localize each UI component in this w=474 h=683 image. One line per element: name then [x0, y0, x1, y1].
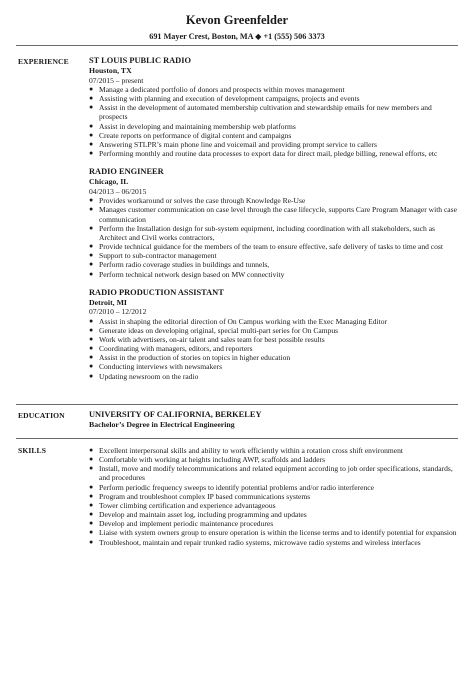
bullet-text: Perform technical network design based on MW connectivity [99, 269, 285, 279]
bullet-icon: ● [89, 482, 94, 491]
job-bullet [89, 122, 461, 131]
bullet-text: Provide technical guidance for the members of the team to ensure effective, safe delivery of tasks to time and cost [99, 242, 443, 252]
skills-section [89, 446, 461, 547]
job-bullet [89, 85, 461, 94]
job-bullet [89, 335, 461, 344]
bullet-icon: ● [89, 455, 94, 464]
bullet-icon: ● [89, 139, 94, 148]
job-bullet [89, 326, 461, 335]
bullet-text: Work with advertisers, on-air talent and sales team for best possible results [99, 334, 325, 344]
bullet-icon: ● [89, 325, 94, 334]
bullet-icon: ● [89, 500, 94, 509]
job-bullet [89, 260, 461, 269]
job-bullet [89, 242, 461, 251]
bullet-icon: ● [89, 251, 94, 260]
bullet-text: Coordinating with managers, editors, and reporters [99, 344, 253, 354]
header-divider [16, 45, 458, 46]
bullet-text: Perform radio coverage studies in buildings and tunnels, [99, 260, 270, 270]
skill-item [89, 538, 461, 547]
candidate-name: Kevon Greenfelder [185, 13, 289, 27]
bullet-icon: ● [89, 103, 94, 112]
bullet-text: Liaise with system owners group to ensure operation is within the license terms and to identify potential for expansion [99, 528, 457, 538]
job-bullet [89, 196, 461, 205]
job-bullet [89, 205, 461, 223]
bullet-icon: ● [89, 334, 94, 343]
job-dates: 04/2013 – 06/2015 [89, 186, 147, 196]
bullet-icon: ● [89, 269, 94, 278]
job-bullet [89, 94, 461, 103]
bullet-text: Assisting with planning and execution of development campaigns, projects and events [99, 94, 360, 104]
experience-heading: EXPERIENCE [18, 57, 69, 66]
skill-item [89, 464, 461, 482]
bullet-text: Answering STLPR’s main phone line and voicemail and providing prompt service to callers [99, 139, 377, 149]
bullet-text: Support to sub-contractor management [99, 251, 217, 261]
job-entry [89, 56, 461, 158]
bullet-icon: ● [89, 85, 94, 93]
bullet-text: Excellent interpersonal skills and ability to work efficiently within a rotation cross shift environment [99, 446, 403, 455]
bullet-icon: ● [89, 537, 94, 546]
bullet-text: Perform the Installation design for sub-system equipment, including coordination with all stakeholders, such as Architect and Civil works contractors, [99, 223, 435, 242]
education-divider [16, 438, 458, 439]
education-heading: EDUCATION [18, 411, 65, 420]
job-location: Chicago, IL [89, 177, 129, 187]
bullet-icon: ● [89, 371, 94, 380]
bullet-text: Comfortable with working at heights including AWP, scaffolds and ladders [99, 455, 326, 465]
bullet-text: Perform periodic frequency sweeps to identify potential problems and/or radio interference [99, 482, 374, 492]
bullet-text: Create reports on performance of digital content and campaigns [99, 130, 292, 140]
bullet-icon: ● [89, 316, 94, 325]
bullet-icon: ● [89, 344, 94, 353]
job-bullets [89, 85, 461, 158]
skill-item [89, 492, 461, 501]
school-name: UNIVERSITY OF CALIFORNIA, BERKELEY [89, 410, 262, 419]
job-location: Houston, TX [89, 66, 132, 75]
bullet-text: Conducting interviews with newsmakers [99, 362, 223, 372]
job-entry [89, 167, 461, 278]
job-bullet [89, 372, 461, 381]
job-bullet [89, 251, 461, 260]
bullet-icon: ● [89, 205, 94, 214]
bullet-text: Manages customer communication on case level through the case lifecycle, supports Care Program Manager with case communication [99, 205, 457, 224]
job-title: RADIO PRODUCTION ASSISTANT [89, 287, 224, 297]
job-bullet [89, 149, 461, 158]
skills-heading: SKILLS [18, 446, 47, 455]
job-entry [89, 288, 461, 381]
job-bullets [89, 317, 461, 381]
bullet-text: Develop and maintain asset log, including programming and updates [99, 510, 307, 520]
experience-divider [16, 404, 458, 405]
bullet-icon: ● [89, 446, 94, 454]
bullet-icon: ● [89, 121, 94, 130]
skills-list [89, 446, 461, 547]
bullet-icon: ● [89, 130, 94, 139]
bullet-icon: ● [89, 362, 94, 371]
bullet-text: Assist in the development of automated membership cultivation and stewardship emails for new members and prospects [99, 103, 432, 122]
job-bullet [89, 270, 461, 279]
bullet-text: Assist in developing and maintaining membership web platforms [99, 121, 296, 131]
bullet-text: Develop and implement periodic maintenance procedures [99, 519, 274, 529]
bullet-text: Manage a dedicated portfolio of donors and prospects within moves management [99, 85, 345, 94]
job-bullets [89, 196, 461, 278]
bullet-text: Updating newsroom on the radio [99, 371, 199, 381]
bullet-icon: ● [89, 519, 94, 528]
bullet-icon: ● [89, 242, 94, 251]
bullet-text: Program and troubleshoot complex IP based communications systems [99, 491, 311, 501]
skill-item [89, 501, 461, 510]
degree: Bachelor’s Degree in Electrical Engineering [89, 420, 235, 429]
bullet-text: Assist in shaping the editorial direction of On Campus working with the Exec Managing Editor [99, 316, 387, 326]
skill-item [89, 446, 461, 455]
bullet-icon: ● [89, 491, 94, 500]
bullet-icon: ● [89, 528, 94, 537]
job-list [89, 56, 461, 381]
job-location: Detroit, MI [89, 297, 127, 307]
skill-item [89, 455, 461, 464]
bullet-text: Provides workaround or solves the case through Knowledge Re-Use [99, 196, 306, 206]
job-bullet [89, 344, 461, 353]
skill-item [89, 510, 461, 519]
job-dates: 07/2010 – 12/2012 [89, 307, 147, 317]
job-bullet [89, 353, 461, 362]
bullet-icon: ● [89, 353, 94, 362]
job-title: RADIO ENGINEER [89, 167, 164, 177]
bullet-text: Tower climbing certification and experience advantageous [99, 500, 276, 510]
experience-section [89, 56, 461, 390]
bullet-text: Troubleshoot, maintain and repair trunked radio systems, microwave radio systems and wireless interfaces [99, 537, 421, 547]
bullet-icon: ● [89, 149, 94, 158]
job-bullet [89, 317, 461, 326]
bullet-icon: ● [89, 464, 94, 473]
bullet-text: Generate ideas on developing original, special multi-part series for On Campus [99, 325, 339, 335]
job-bullet [89, 224, 461, 242]
contact-info: 691 Mayer Crest, Boston, MA ◆ +1 (555) 506 3373 [149, 32, 325, 41]
bullet-text: Performing monthly and routine data processes to export data for direct mail, pledge billing, renewal efforts, etc [99, 149, 438, 159]
bullet-text: Install, move and modify telecommunications and related equipment according to job order specifications, standards, and procedures [99, 464, 453, 483]
job-bullet [89, 131, 461, 140]
job-bullet [89, 103, 461, 121]
job-bullet [89, 362, 461, 371]
bullet-icon: ● [89, 260, 94, 269]
job-bullet [89, 140, 461, 149]
bullet-icon: ● [89, 510, 94, 519]
bullet-icon: ● [89, 196, 94, 205]
skill-item [89, 519, 461, 528]
job-dates: 07/2015 – present [89, 75, 144, 85]
skill-item [89, 528, 461, 537]
skill-item [89, 483, 461, 492]
job-title: ST LOUIS PUBLIC RADIO [89, 56, 192, 65]
bullet-text: Assist in the production of stories on topics in higher education [99, 353, 291, 363]
bullet-icon: ● [89, 223, 94, 232]
bullet-icon: ● [89, 94, 94, 103]
education-section [89, 410, 461, 430]
